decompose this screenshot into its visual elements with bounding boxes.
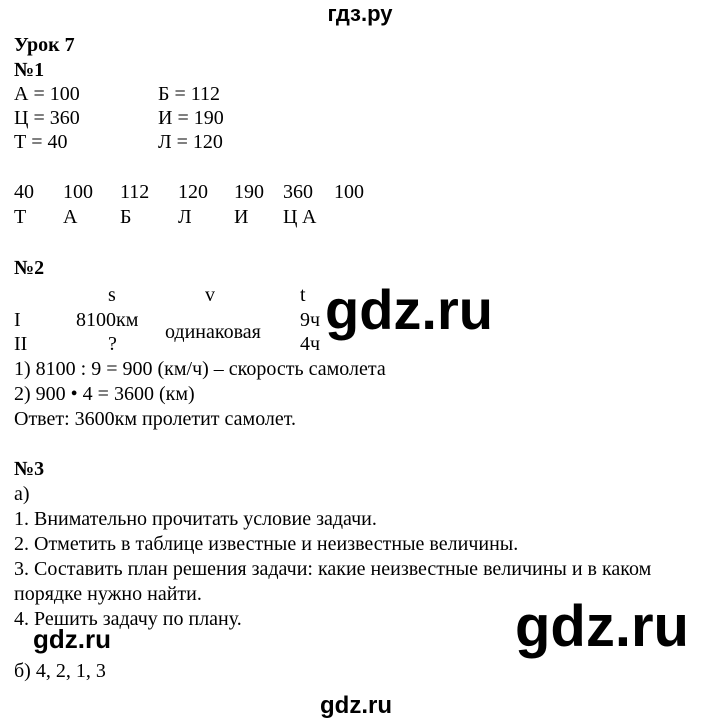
solution-step: 2) 900 • 4 = 3600 (км) (14, 383, 195, 405)
watermark: gdz.ru (515, 594, 689, 659)
site-header: гдз.ру (327, 1, 393, 26)
letter: Ц (283, 206, 298, 228)
number: 40 (14, 181, 34, 203)
letter: Т (14, 206, 27, 228)
step-line: 3. Составить план решения задачи: какие неизвестные величины и в каком (14, 558, 652, 580)
task3-label: №3 (14, 458, 45, 480)
number: 360 (283, 181, 313, 203)
equation: А = 100 (14, 83, 80, 105)
step-line: 4. Решить задачу по плану. (14, 608, 242, 630)
solution-step: 1) 8100 : 9 = 900 (км/ч) – скорость самолета (14, 358, 386, 380)
equation: Ц = 360 (14, 107, 80, 129)
lesson-title: Урок 7 (14, 34, 75, 56)
distance: 8100км (76, 309, 139, 331)
row-name: I (14, 309, 21, 331)
step-line: 2. Отметить в таблице известные и неизвестные величины. (14, 533, 519, 555)
task1-label: №1 (14, 59, 45, 81)
letter: И (234, 206, 249, 228)
watermark: gdz.ru (320, 692, 392, 719)
equation: Л = 120 (158, 131, 223, 153)
letter: Л (178, 206, 192, 228)
column-header: t (300, 284, 306, 306)
number: 100 (63, 181, 93, 203)
equation: Т = 40 (14, 131, 68, 153)
number: 120 (178, 181, 208, 203)
letter: Б (120, 206, 132, 228)
distance: ? (108, 333, 117, 355)
step-line: 1. Внимательно прочитать условие задачи. (14, 508, 377, 530)
time: 4ч (300, 333, 321, 355)
letter: А (302, 206, 317, 228)
step-line: порядке нужно найти. (14, 583, 202, 605)
number: 112 (120, 181, 150, 203)
answer: Ответ: 3600км пролетит самолет. (14, 408, 297, 430)
column-header: v (205, 284, 215, 306)
time: 9ч (300, 309, 321, 331)
number: 190 (234, 181, 264, 203)
watermark: gdz.ru (33, 624, 111, 654)
number: 100 (334, 181, 364, 203)
row-name: II (14, 333, 28, 355)
letter: А (63, 206, 78, 228)
speed: одинаковая (165, 321, 261, 343)
part-a: а) (14, 483, 30, 505)
watermark: gdz.ru (325, 278, 493, 341)
part-b: б) 4, 2, 1, 3 (14, 660, 106, 682)
column-header: s (108, 284, 116, 306)
task2-label: №2 (14, 257, 45, 279)
equation: И = 190 (158, 107, 224, 129)
equation: Б = 112 (158, 83, 221, 105)
